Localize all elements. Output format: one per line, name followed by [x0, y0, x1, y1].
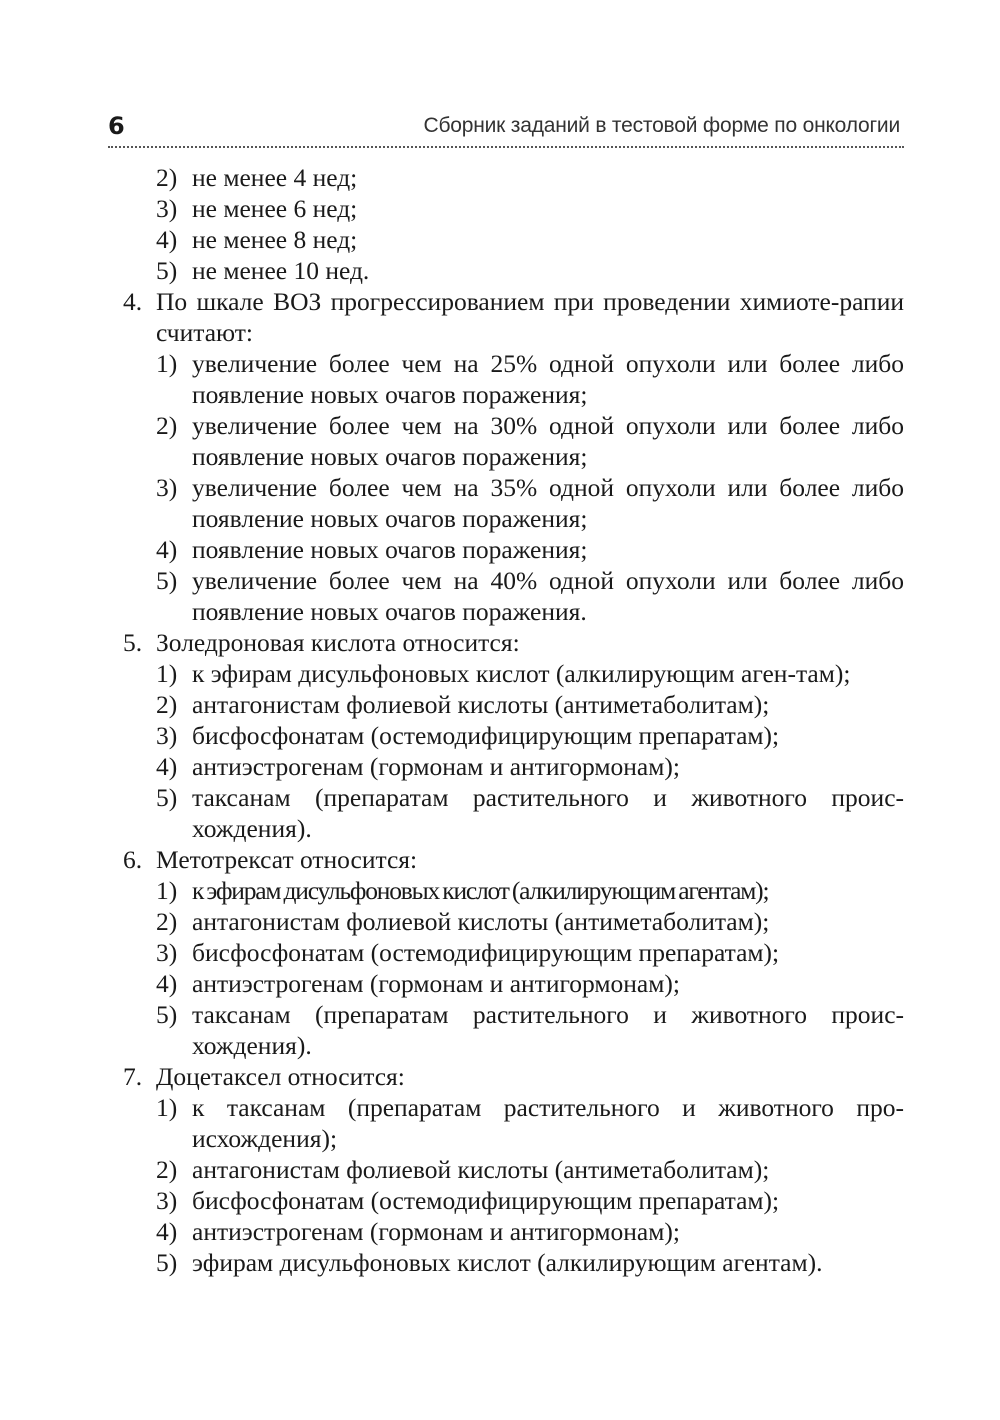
question-number: 7.	[123, 1062, 143, 1091]
option-item	[108, 782, 904, 844]
option-item	[108, 906, 904, 937]
option-text: таксанам (препаратам растительного и животного проис-хождения).	[192, 783, 904, 843]
question-number: 5.	[123, 628, 143, 657]
option-text: к таксанам (препаратам растительного и животного про-исхождения);	[192, 1093, 904, 1153]
option-text: антагонистам фолиевой кислоты (антиметаболитам);	[192, 690, 770, 719]
option-text: не менее 4 нед;	[192, 163, 358, 192]
option-text: эфирам дисульфоновых кислот (алкилирующим агентам).	[192, 1248, 823, 1277]
option-number: 3)	[156, 194, 178, 223]
option-item	[108, 162, 904, 193]
option-item	[108, 348, 904, 410]
question-item	[108, 286, 904, 348]
option-text: антагонистам фолиевой кислоты (антиметаболитам);	[192, 907, 770, 936]
option-text: не менее 6 нед;	[192, 194, 358, 223]
option-number: 4)	[156, 225, 178, 254]
option-text: таксанам (препаратам растительного и животного проис-хождения).	[192, 1000, 904, 1060]
option-item	[108, 472, 904, 534]
option-text: не менее 10 нед.	[192, 256, 370, 285]
option-number: 3)	[156, 473, 178, 502]
question-number: 4.	[123, 287, 143, 316]
option-number: 3)	[156, 721, 178, 750]
option-text: антагонистам фолиевой кислоты (антиметаболитам);	[192, 1155, 770, 1184]
question-item	[108, 627, 904, 658]
option-item	[108, 565, 904, 627]
option-text: к эфирам дисульфоновых кислот (алкилирующим агентам);	[192, 876, 769, 905]
option-item	[108, 224, 904, 255]
option-number: 5)	[156, 1000, 178, 1029]
option-text: увеличение более чем на 25% одной опухоли или более либо появление новых очагов поражения;	[192, 349, 904, 409]
option-number: 5)	[156, 1248, 178, 1277]
question-text: Золедроновая кислота относится:	[156, 628, 520, 657]
question-text: Доцетаксел относится:	[156, 1062, 405, 1091]
page-number: 6	[108, 112, 125, 140]
option-item	[108, 999, 904, 1061]
option-item	[108, 751, 904, 782]
option-item	[108, 534, 904, 565]
option-number: 2)	[156, 163, 178, 192]
option-number: 5)	[156, 256, 178, 285]
option-item	[108, 1185, 904, 1216]
option-item	[108, 1247, 904, 1278]
option-item	[108, 689, 904, 720]
option-item	[108, 937, 904, 968]
option-item	[108, 875, 904, 906]
option-item	[108, 1154, 904, 1185]
option-number: 5)	[156, 566, 178, 595]
page-content	[108, 162, 904, 1278]
option-number: 2)	[156, 907, 178, 936]
page-header	[108, 108, 904, 148]
option-number: 1)	[156, 876, 178, 905]
option-item	[108, 255, 904, 286]
option-number: 4)	[156, 1217, 178, 1246]
option-item	[108, 968, 904, 999]
option-text: антиэстрогенам (гормонам и антигормонам);	[192, 969, 680, 998]
option-text: увеличение более чем на 40% одной опухоли или более либо появление новых очагов поражения.	[192, 566, 904, 626]
option-item	[108, 1216, 904, 1247]
option-number: 2)	[156, 690, 178, 719]
option-item	[108, 658, 904, 689]
question-item	[108, 844, 904, 875]
header-dotted-rule	[108, 146, 904, 148]
option-item	[108, 1092, 904, 1154]
option-number: 1)	[156, 349, 178, 378]
option-number: 4)	[156, 752, 178, 781]
option-text: бисфосфонатам (остемодифицирующим препаратам);	[192, 938, 780, 967]
option-text: появление новых очагов поражения;	[192, 535, 588, 564]
option-text: к эфирам дисульфоновых кислот (алкилирующим аген-там);	[192, 659, 851, 688]
option-number: 3)	[156, 1186, 178, 1215]
option-number: 1)	[156, 659, 178, 688]
option-text: увеличение более чем на 30% одной опухоли или более либо появление новых очагов поражения;	[192, 411, 904, 471]
option-number: 2)	[156, 411, 178, 440]
question-text: Метотрексат относится:	[156, 845, 418, 874]
question-item	[108, 1061, 904, 1092]
option-text: бисфосфонатам (остемодифицирующим препаратам);	[192, 721, 780, 750]
option-item	[108, 720, 904, 751]
option-number: 1)	[156, 1093, 178, 1122]
option-text: бисфосфонатам (остемодифицирующим препаратам);	[192, 1186, 780, 1215]
option-number: 2)	[156, 1155, 178, 1184]
option-number: 4)	[156, 969, 178, 998]
option-item	[108, 410, 904, 472]
option-text: увеличение более чем на 35% одной опухоли или более либо появление новых очагов поражения;	[192, 473, 904, 533]
option-text: антиэстрогенам (гормонам и антигормонам);	[192, 752, 680, 781]
option-number: 3)	[156, 938, 178, 967]
option-text: не менее 8 нед;	[192, 225, 358, 254]
option-text: антиэстрогенам (гормонам и антигормонам);	[192, 1217, 680, 1246]
option-number: 5)	[156, 783, 178, 812]
question-number: 6.	[123, 845, 143, 874]
option-item	[108, 193, 904, 224]
option-number: 4)	[156, 535, 178, 564]
question-text: По шкале ВОЗ прогрессированием при проведении химиоте-рапии считают:	[156, 287, 904, 347]
running-title: Сборник заданий в тестовой форме по онкологии	[423, 114, 900, 137]
